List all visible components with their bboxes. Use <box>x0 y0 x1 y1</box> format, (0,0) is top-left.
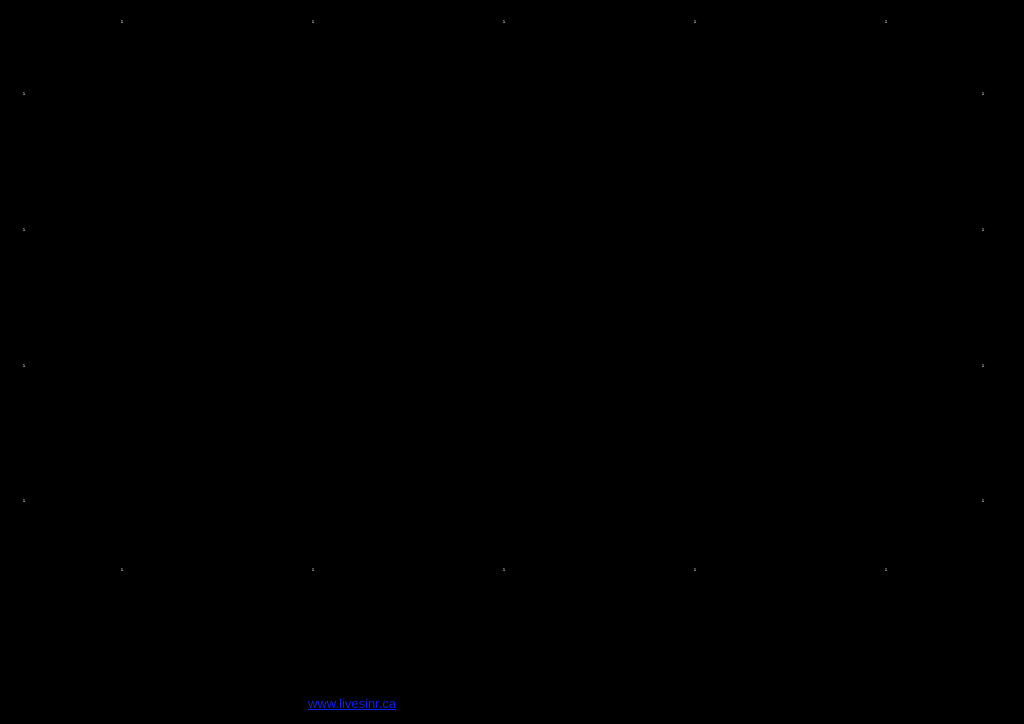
registration-mark-top-1: ı <box>120 20 124 25</box>
registration-mark-right-3: ı <box>981 364 985 369</box>
registration-mark-right-1: ı <box>981 92 985 97</box>
registration-mark-top-2: ı <box>311 20 315 25</box>
registration-mark-left-3: ı <box>22 364 26 369</box>
registration-mark-top-3: ı <box>502 20 506 25</box>
registration-mark-left-4: ı <box>22 499 26 504</box>
registration-mark-left-2: ı <box>22 228 26 233</box>
registration-mark-bottom-1: ı <box>120 568 124 573</box>
registration-mark-left-1: ı <box>22 92 26 97</box>
registration-mark-bottom-3: ı <box>502 568 506 573</box>
registration-mark-top-5: ı <box>884 20 888 25</box>
registration-mark-right-2: ı <box>981 228 985 233</box>
registration-mark-bottom-4: ı <box>693 568 697 573</box>
registration-mark-top-4: ı <box>693 20 697 25</box>
registration-mark-right-4: ı <box>981 499 985 504</box>
registration-mark-bottom-2: ı <box>311 568 315 573</box>
footer-website-link[interactable]: www.livesinr.ca <box>308 696 397 711</box>
registration-mark-bottom-5: ı <box>884 568 888 573</box>
